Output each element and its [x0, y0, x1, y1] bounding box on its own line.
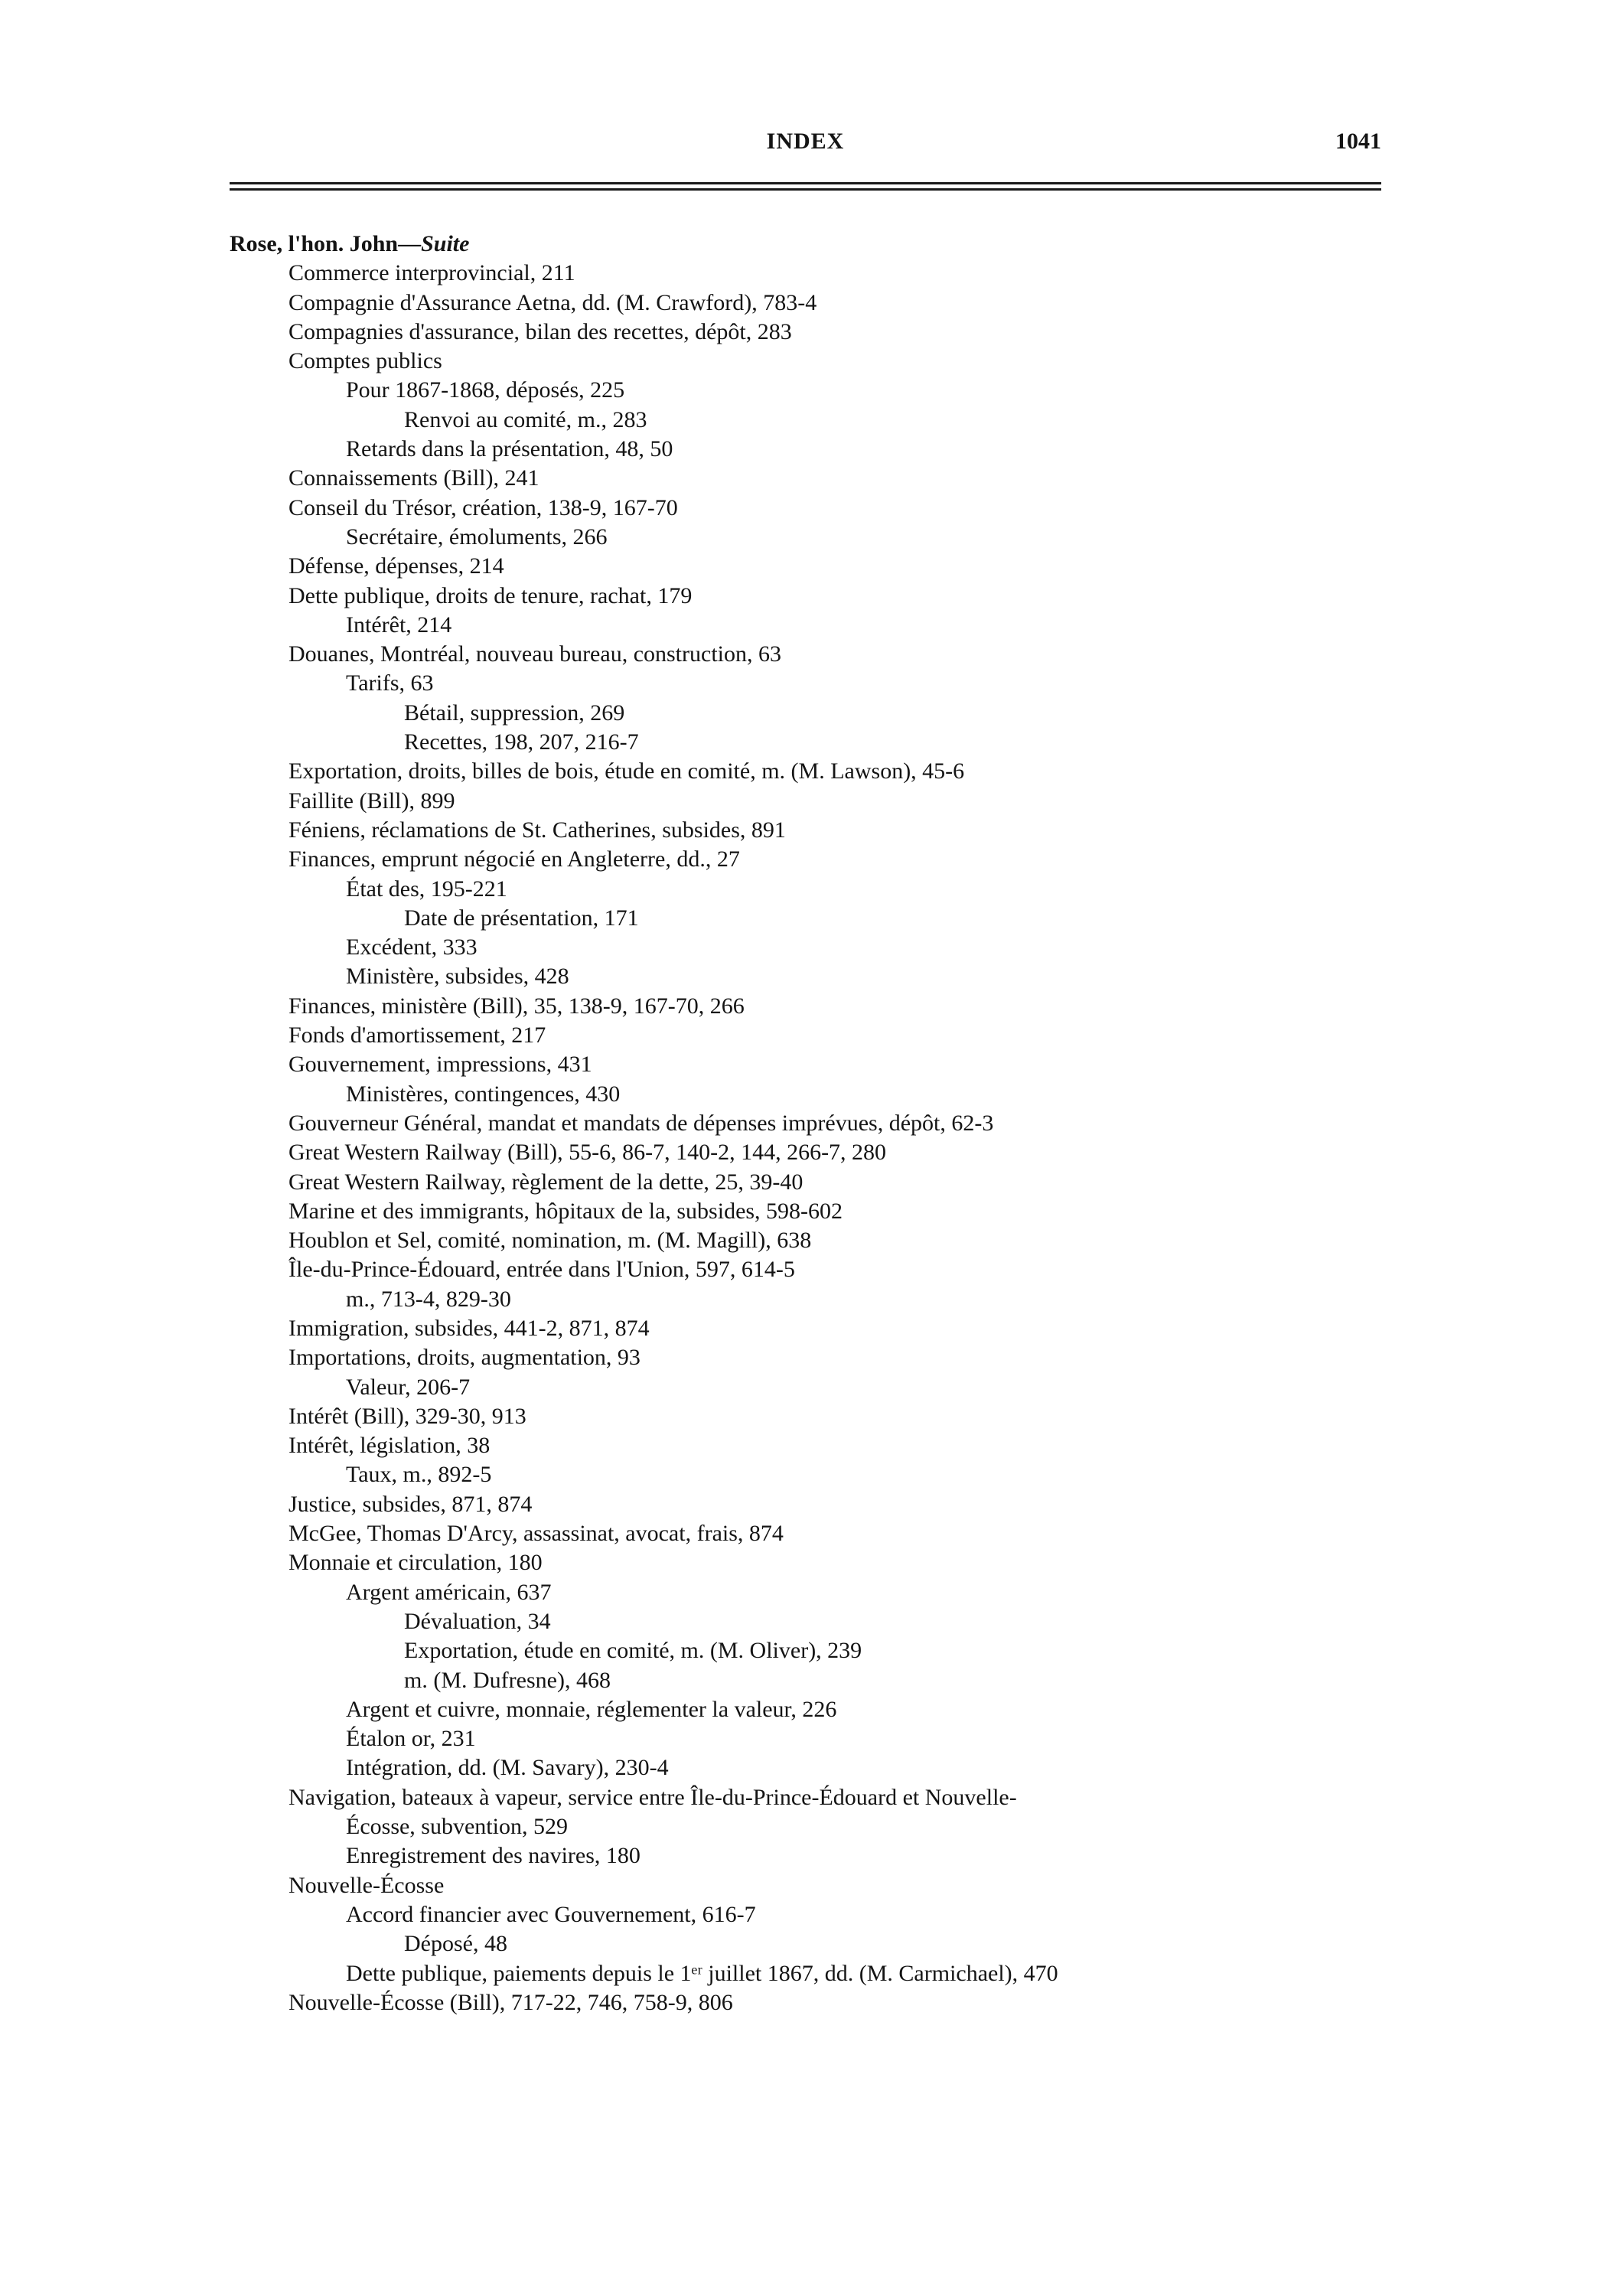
lead-entry-suite: Suite [421, 231, 470, 256]
index-entry: Great Western Railway, règlement de la dette, 25, 39-40 [288, 1169, 804, 1195]
index-entry: Connaissements (Bill), 241 [288, 465, 539, 491]
index-entry: Taux, m., 892-5 [346, 1462, 492, 1488]
index-entry: Justice, subsides, 871, 874 [288, 1491, 533, 1517]
header-rule-bottom [230, 188, 1381, 191]
index-entry: McGee, Thomas D'Arcy, assassinat, avocat, frais, 874 [288, 1521, 784, 1547]
index-entry: Marine et des immigrants, hôpitaux de la, subsides, 598-602 [288, 1198, 843, 1224]
index-entry: m. (M. Dufresne), 468 [404, 1667, 611, 1693]
lead-entry [230, 230, 1381, 259]
index-entry: Finances, emprunt négocié en Angleterre, dd., 27 [288, 846, 740, 872]
index-entry: Monnaie et circulation, 180 [288, 1550, 543, 1576]
index-entry: Secrétaire, émoluments, 266 [346, 523, 608, 550]
index-entry: Île-du-Prince-Édouard, entrée dans l'Union, 597, 614-5 [288, 1257, 795, 1283]
index-entry: Great Western Railway (Bill), 55-6, 86-7, 140-2, 144, 266-7, 280 [288, 1140, 887, 1166]
index-entry: Immigration, subsides, 441-2, 871, 874 [288, 1315, 650, 1341]
index-entry: État des, 195-221 [346, 876, 507, 902]
index-entry: Gouvernement, impressions, 431 [288, 1052, 592, 1078]
header-title: INDEX [766, 129, 845, 154]
index-entry: Commerce interprovincial, 211 [288, 260, 575, 286]
index-entry: Enregistrement des navires, 180 [346, 1843, 641, 1869]
index-entry: Exportation, droits, billes de bois, étude en comité, m. (M. Lawson), 45-6 [288, 758, 965, 784]
index-entry: Pour 1867-1868, déposés, 225 [346, 377, 625, 403]
index-entry: Douanes, Montréal, nouveau bureau, construction, 63 [288, 641, 781, 667]
page-header [230, 129, 1381, 167]
index-entry: Excédent, 333 [346, 934, 478, 960]
index-entry: Déposé, 48 [404, 1931, 507, 1957]
index-entry: Intérêt, législation, 38 [288, 1433, 491, 1459]
index-entry: Argent américain, 637 [346, 1579, 552, 1605]
index-entry: Finances, ministère (Bill), 35, 138-9, 167-70, 266 [288, 993, 745, 1019]
index-entry: Renvoi au comité, m., 283 [404, 406, 647, 432]
index-entry: Compagnies d'assurance, bilan des recettes, dépôt, 283 [288, 318, 792, 344]
index-entry: Bétail, suppression, 269 [404, 700, 625, 726]
index-entry: Comptes publics [288, 348, 442, 374]
index-entry: Dette publique, droits de tenure, rachat, 179 [288, 582, 693, 608]
index-entry: Faillite (Bill), 899 [288, 788, 455, 814]
index-entry: Intérêt (Bill), 329-30, 913 [288, 1403, 526, 1429]
index-entry: Argent et cuivre, monnaie, réglementer la valeur, 226 [346, 1696, 837, 1722]
index-entry: Navigation, bateaux à vapeur, service entre Île-du-Prince-Édouard et Nouvelle- [288, 1784, 1017, 1810]
index-entry: Défense, dépenses, 214 [288, 553, 504, 579]
index-entry: Intégration, dd. (M. Savary), 230-4 [346, 1755, 669, 1781]
index-entries [230, 230, 1381, 2017]
header-rule-top [230, 182, 1381, 184]
lead-entry-name: Rose, l'hon. John— [230, 231, 422, 256]
index-entry: Recettes, 198, 207, 216-7 [404, 729, 639, 755]
index-entry: Fonds d'amortissement, 217 [288, 1022, 546, 1049]
index-entry: Dette publique, paiements depuis le 1ᵉʳ juillet 1867, dd. (M. Carmichael), 470 [346, 1960, 1058, 1986]
index-entry: Retards dans la présentation, 48, 50 [346, 436, 673, 462]
index-entry: Date de présentation, 171 [404, 905, 639, 931]
index-entry: Nouvelle-Écosse (Bill), 717-22, 746, 758-9, 806 [288, 1989, 733, 2015]
index-entry: Féniens, réclamations de St. Catherines, subsides, 891 [288, 817, 786, 843]
index-entry: Houblon et Sel, comité, nomination, m. (M. Magill), 638 [288, 1228, 812, 1254]
index-entry: Écosse, subvention, 529 [346, 1814, 568, 1840]
index-entry: m., 713-4, 829-30 [346, 1286, 511, 1312]
index-entry: Ministère, subsides, 428 [346, 964, 569, 990]
index-entry: Conseil du Trésor, création, 138-9, 167-70 [288, 494, 678, 520]
index-entry: Importations, droits, augmentation, 93 [288, 1345, 641, 1371]
index-entry: Gouverneur Général, mandat et mandats de dépenses imprévues, dépôt, 62-3 [288, 1110, 994, 1136]
index-entry: Tarifs, 63 [346, 670, 434, 696]
index-entry: Valeur, 206-7 [346, 1374, 471, 1400]
index-entry: Exportation, étude en comité, m. (M. Oliver), 239 [404, 1638, 862, 1664]
index-entry: Ministères, contingences, 430 [346, 1081, 621, 1107]
index-entry: Compagnie d'Assurance Aetna, dd. (M. Crawford), 783-4 [288, 289, 817, 315]
header-page-number: 1041 [1335, 129, 1381, 154]
index-entry: Nouvelle-Écosse [288, 1872, 445, 1898]
index-entry: Étalon or, 231 [346, 1726, 476, 1752]
index-entry: Intérêt, 214 [346, 612, 452, 638]
index-entry: Accord financier avec Gouvernement, 616-7 [346, 1901, 756, 1927]
index-entry: Dévaluation, 34 [404, 1608, 551, 1634]
